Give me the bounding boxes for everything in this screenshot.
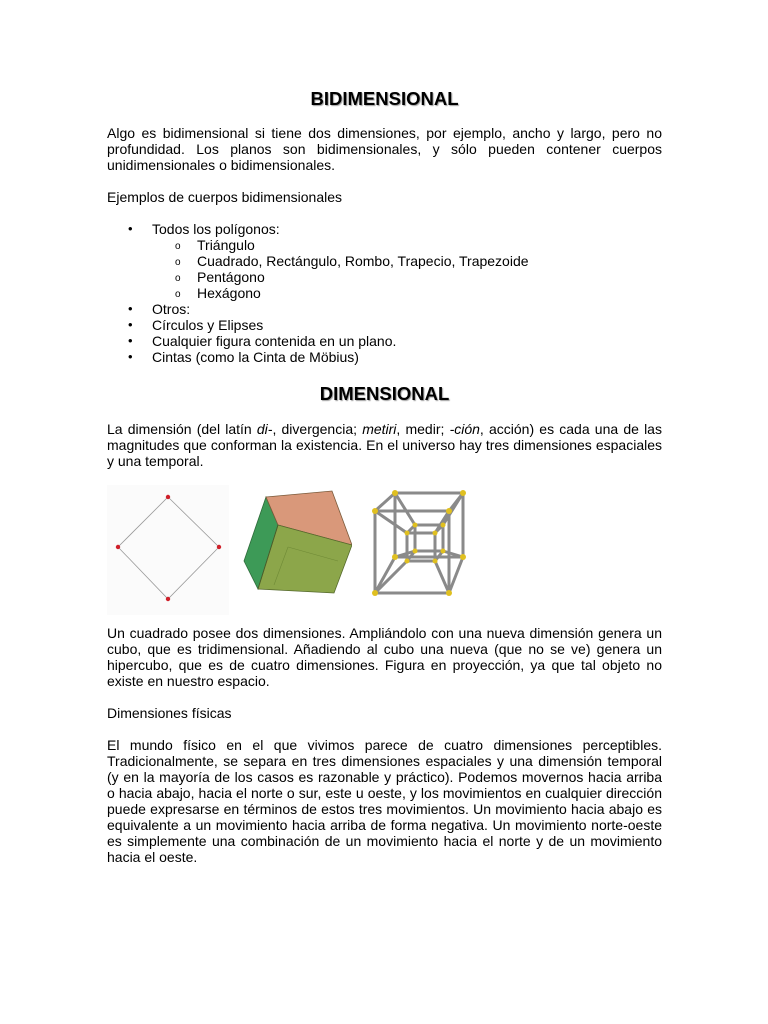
- list-item-label: Otros:: [152, 301, 191, 317]
- paragraph-bidimensional-intro: Algo es bidimensional si tiene dos dimensiones, por ejemplo, ancho y largo, pero no profundidad. Los planos son bidimensionales, y sólo pueden contener cuerpos unidimensionales o bidimensionales.: [107, 125, 662, 173]
- list-item: [107, 333, 662, 349]
- paragraph-physical-dimensions: El mundo físico en el que vivimos parece de cuatro dimensiones perceptibles. Tradicionalmente, se separa en tres dimensiones espaciales y una dimensión temporal (y en la mayoría de los casos es razonable y práctico). Podemos movernos hacia arriba o hacia abajo, hacia el norte o sur, este u oeste, y los movimientos en cualquier dirección puede expresarse en términos de estos tres movimientos. Un movimiento hacia abajo es equivalente a un movimiento hacia arriba de forma negativa. Un movimiento norte-oeste es simplemente una combinación de un movimiento hacia el norte y de un movimiento hacia el oeste.: [107, 737, 662, 865]
- bullet-icon: •: [128, 221, 133, 236]
- circle-bullet-icon: o: [175, 289, 181, 300]
- sublist-item-label: Cuadrado, Rectángulo, Rombo, Trapecio, Trapezoide: [197, 253, 529, 269]
- list-item-label: Cintas (como la Cinta de Möbius): [152, 349, 359, 365]
- sublist-item: [152, 237, 662, 253]
- sublist-item: [152, 269, 662, 285]
- paragraph-figure-caption: Un cuadrado posee dos dimensiones. Ampliándolo con una nueva dimensión genera un cubo, que es tridimensional. Añadiendo al cubo una nueva (que no se ve) genera un hipercubo, que es de cuatro dimensiones. Figura en proyección, ya que tal objeto no existe en nuestro espacio.: [107, 625, 662, 689]
- list-item: [107, 301, 662, 317]
- title-bidimensional: BIDIMENSIONAL: [310, 88, 459, 109]
- circle-bullet-icon: o: [175, 273, 181, 284]
- bullet-icon: •: [128, 317, 133, 332]
- list-item-label: Círculos y Elipses: [152, 317, 264, 333]
- dimension-figures: [107, 485, 662, 617]
- bullet-icon: •: [128, 349, 133, 364]
- list-item: [107, 221, 662, 301]
- sublist-item-label: Hexágono: [197, 285, 261, 301]
- list-item: [107, 317, 662, 333]
- bullet-icon: •: [128, 301, 133, 316]
- physical-dimensions-heading: Dimensiones físicas: [107, 705, 232, 721]
- list-item-label: Todos los polígonos:: [152, 221, 280, 237]
- sublist-item-label: Triángulo: [197, 237, 255, 253]
- sublist-item: [152, 285, 662, 301]
- circle-bullet-icon: o: [175, 241, 181, 252]
- circle-bullet-icon: o: [175, 257, 181, 268]
- polygon-sublist: [152, 237, 662, 301]
- title-dimensional: DIMENSIONAL: [319, 383, 450, 404]
- list-item: [107, 349, 662, 365]
- square-figure-icon: [107, 485, 229, 615]
- document-content: [107, 88, 662, 865]
- paragraph-dimensional-intro: La dimensión (del latín di-, divergencia; metiri, medir; -ción, acción) es cada una de las magnitudes que conforman la existencia. En el universo hay tres dimensiones espaciales y una temporal.: [107, 421, 662, 469]
- bullet-icon: •: [128, 333, 133, 348]
- examples-list: [107, 221, 662, 365]
- list-item-label: Cualquier figura contenida en un plano.: [152, 333, 397, 349]
- cube-figure-icon: [240, 485, 352, 615]
- examples-heading: Ejemplos de cuerpos bidimensionales: [107, 189, 343, 205]
- sublist-item-label: Pentágono: [197, 269, 265, 285]
- hypercube-figure-icon: [365, 485, 475, 615]
- sublist-item: [152, 253, 662, 269]
